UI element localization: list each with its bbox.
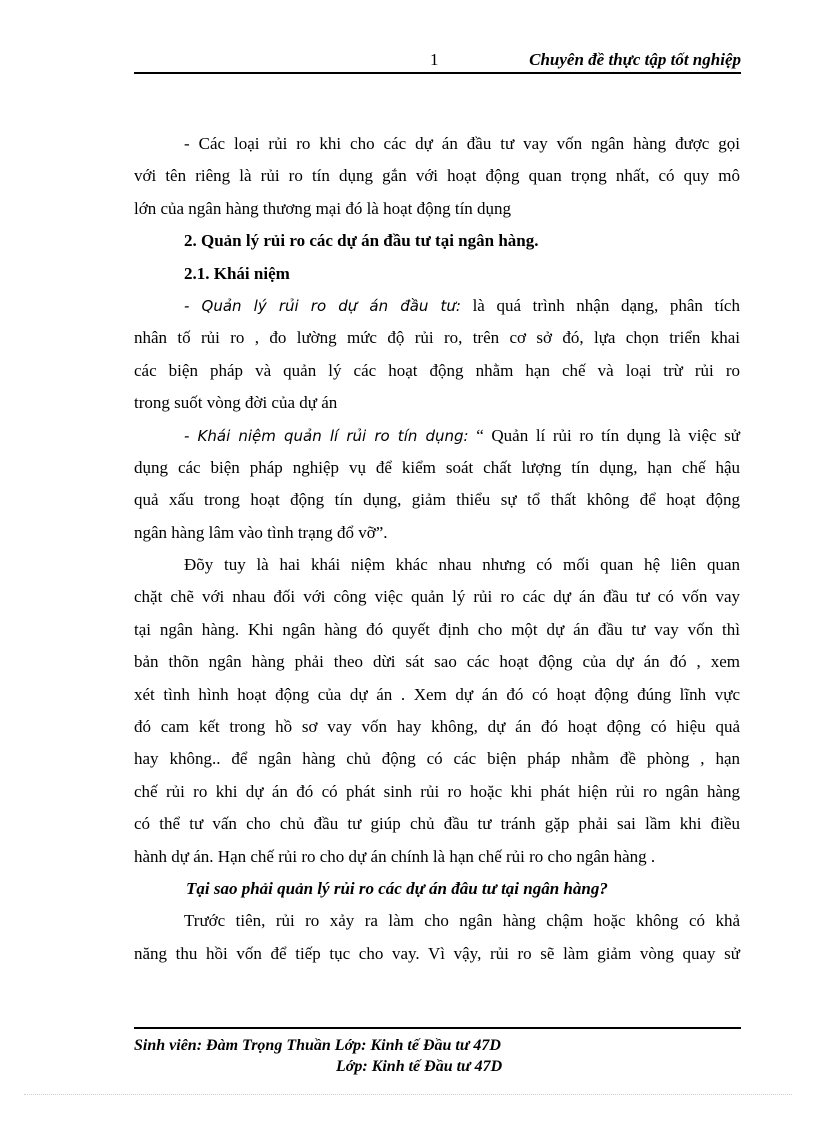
definition-line (134, 420, 740, 452)
subsection-heading: 2.1. Khái niệm (184, 263, 290, 283)
paragraph-line: chế rủi ro khi dự án đó có phát sinh rủi ro hoặc khi phát hiện rủi ro ngân hàng (134, 781, 740, 801)
footer-student-line: Sinh viên: Đàm Trọng Thuần Lớp: Kinh tế Đầu tư 47D (134, 1037, 501, 1054)
paragraph-line: Đõy tuy là hai khái niệm khác nhau nhưng có mối quan hệ liên quan (184, 555, 740, 575)
paragraph-line: chặt chẽ với nhau đối với công việc quản lý rủi ro các dự án đầu tư có vốn vay (134, 587, 740, 607)
page-header (134, 46, 741, 74)
definition-label: - Khái niệm quản lí rủi ro tín dụng: (184, 426, 469, 445)
paragraph-line: dụng các biện pháp nghiệp vụ để kiểm soát chất lượng tín dụng, hạn chế hậu (134, 457, 740, 477)
paragraph-line: quả xấu trong hoạt động tín dụng, giảm thiểu sự tổ thất không để hoạt động (134, 490, 740, 510)
paragraph-line: lớn của ngân hàng thương mại đó là hoạt động tín dụng (134, 198, 512, 218)
paragraph-line: với tên riêng là rủi ro tín dụng gắn với hoạt động quan trọng nhất, có quy mô (134, 166, 740, 186)
page-footer (134, 1027, 741, 1077)
paragraph-line: bản thõn ngân hàng phải theo dừi sát sao các hoạt động của dự án đó , xem (134, 652, 740, 672)
definition-text: “ Quản lí rủi ro tín dụng là việc sử (468, 425, 740, 445)
paragraph-line: xét tình hình hoạt động của dự án . Xem dự án đó có hoạt động đúng lĩnh vực (134, 684, 740, 704)
paragraph-line: các biện pháp và quản lý các hoạt động nhằm hạn chế và loại trừ rủi ro (134, 360, 740, 380)
paragraph-line: hay không.. để ngân hàng chủ động có các biện pháp nhằm đề phòng , hạn (134, 749, 740, 769)
definition-label: - Quản lý rủi ro dự án đầu tư: (184, 296, 461, 315)
question-heading: Tại sao phải quản lý rủi ro các dự án đâu tư tại ngân hàng? (186, 878, 608, 898)
page-bottom-divider (24, 1094, 792, 1095)
footer-class-line: Lớp: Kinh tế Đầu tư 47D (336, 1058, 503, 1075)
paragraph-line: - Các loại rủi ro khi cho các dự án đầu tư vay vốn ngân hàng được gọi (184, 134, 740, 153)
definition-line (134, 290, 740, 322)
paragraph-line: nhân tố rủi ro , đo lường mức độ rủi ro, trên cơ sở đó, lựa chọn triển khai (134, 328, 740, 348)
paragraph-line: tại ngân hàng. Khi ngân hàng đó quyết định cho một dự án đầu tư vay vốn thì (134, 619, 740, 639)
page-number: 1 (430, 50, 439, 69)
paragraph-line: có thể tư vấn cho chủ đầu tư giúp chủ đầu tư tránh gặp phải sai lầm khi điều (134, 814, 740, 834)
section-heading: 2. Quản lý rủi ro các dự án đầu tư tại ngân hàng. (184, 231, 539, 251)
paragraph-line: đó cam kết trong hồ sơ vay vốn hay không, dự án đó hoạt động có hiệu quả (134, 717, 740, 737)
paragraph-line: ngân hàng lâm vào tình trạng đổ vỡ”. (134, 522, 388, 542)
paragraph-line: Trước tiên, rủi ro xảy ra làm cho ngân hàng chậm hoặc không có khả (184, 911, 740, 931)
definition-text: là quá trình nhận dạng, phân tích (460, 295, 740, 315)
header-title: Chuyên đề thực tập tốt nghiệp (529, 50, 741, 69)
paragraph-line: năng thu hồi vốn để tiếp tục cho vay. Vì vậy, rủi ro sẽ làm giảm vòng quay sử (134, 943, 740, 963)
paragraph-line: hành dự án. Hạn chế rủi ro cho dự án chính là hạn chế rủi ro cho ngân hàng . (134, 846, 656, 866)
paragraph-line: trong suốt vòng đời của dự án (134, 393, 338, 413)
document-body (134, 128, 740, 970)
